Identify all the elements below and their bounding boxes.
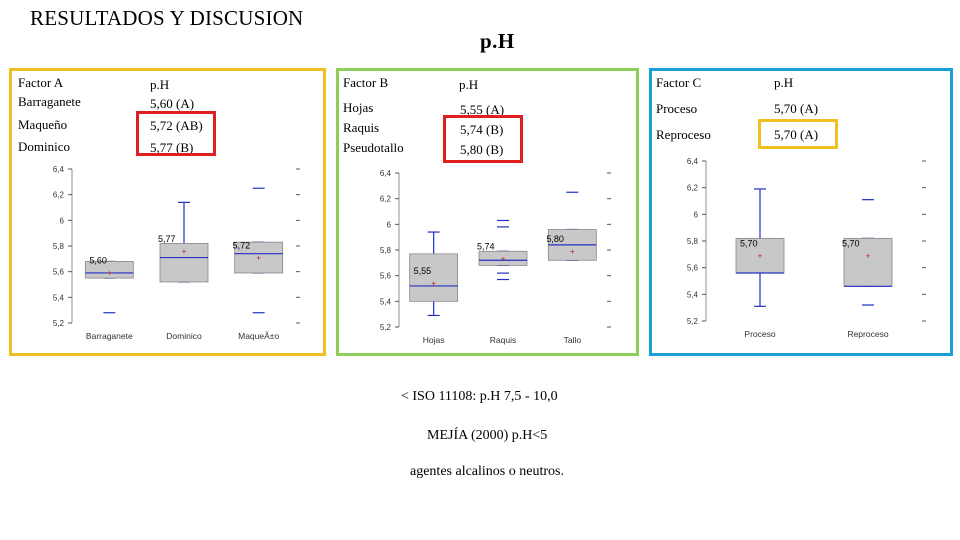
box bbox=[410, 254, 458, 301]
y-tick-label: 5,2 bbox=[52, 319, 64, 328]
y-tick-label: 5,4 bbox=[52, 293, 64, 303]
mean-marker: + bbox=[181, 246, 187, 256]
x-category-label: Barraganete bbox=[85, 331, 133, 341]
level-value: 5,55 (A) bbox=[460, 102, 505, 117]
factor-label: Factor A bbox=[18, 75, 64, 90]
y-tick-label: 5,4 bbox=[379, 297, 391, 307]
y-tick-label: 6,2 bbox=[686, 183, 698, 193]
highlight-box bbox=[758, 119, 838, 149]
y-tick-label: 5,2 bbox=[686, 317, 698, 326]
y-tick-label: 5,6 bbox=[686, 263, 698, 273]
x-category-label: Proceso bbox=[744, 329, 776, 339]
y-tick-label: 5,8 bbox=[686, 237, 698, 246]
y-tick-label: 5,6 bbox=[379, 271, 391, 281]
highlight-box bbox=[136, 111, 216, 156]
mean-marker: + bbox=[431, 279, 437, 289]
level-value: 5,74 (B) bbox=[460, 122, 504, 137]
level-label: Proceso bbox=[656, 101, 698, 116]
y-tick-label: 5,8 bbox=[379, 246, 391, 255]
column-header: p.H bbox=[150, 77, 170, 92]
y-tick-label: 6,4 bbox=[52, 165, 64, 174]
y-tick-label: 5,6 bbox=[52, 267, 64, 277]
value-label: 5,77 bbox=[158, 233, 176, 244]
boxplot-factor-a bbox=[40, 159, 324, 349]
y-tick-label: 6,2 bbox=[52, 190, 64, 200]
x-category-label: Dominico bbox=[166, 331, 202, 341]
factor-label: Factor C bbox=[656, 75, 702, 90]
column-header: p.H bbox=[774, 75, 794, 90]
value-label: 5,74 bbox=[477, 241, 495, 252]
x-category-label: Hojas bbox=[422, 335, 445, 345]
y-tick-label: 6,4 bbox=[379, 169, 391, 178]
note-iso: < ISO 11108: p.H 7,5 - 10,0 bbox=[401, 389, 558, 404]
x-category-label: Reproceso bbox=[847, 329, 889, 339]
level-value: 5,77 (B) bbox=[150, 140, 194, 155]
y-tick-label: 5,4 bbox=[686, 290, 698, 300]
level-label: Reproceso bbox=[656, 127, 711, 142]
level-value: 5,72 (AB) bbox=[150, 118, 203, 133]
y-tick-label: 6 bbox=[386, 220, 391, 230]
level-label: Dominico bbox=[18, 139, 70, 154]
note-mejia: MEJÍA (2000) p.H<5 bbox=[427, 428, 548, 443]
level-label: Maqueño bbox=[18, 117, 68, 132]
mean-marker: + bbox=[757, 251, 763, 261]
level-value: 5,80 (B) bbox=[460, 142, 504, 157]
panel-factor-c bbox=[649, 68, 953, 356]
mean-marker: + bbox=[569, 247, 575, 256]
value-label: 5,70 bbox=[740, 238, 758, 249]
y-tick-label: 6,4 bbox=[686, 157, 698, 166]
note-agents: agentes alcalinos o neutros. bbox=[410, 464, 564, 479]
level-value: 5,70 (A) bbox=[774, 101, 819, 116]
boxplot-factor-b bbox=[367, 163, 635, 353]
panel-factor-a bbox=[9, 68, 326, 356]
mean-marker: + bbox=[500, 254, 506, 264]
highlight-box bbox=[443, 115, 523, 163]
value-label: 5,55 bbox=[413, 266, 432, 277]
value-label: 5,70 bbox=[842, 238, 860, 249]
page-title: RESULTADOS Y DISCUSION bbox=[30, 6, 304, 30]
x-category-label: MaqueÃ±o bbox=[238, 331, 280, 341]
factor-label: Factor B bbox=[343, 75, 389, 90]
panel-factor-b bbox=[336, 68, 639, 356]
level-value: 5,60 (A) bbox=[150, 96, 195, 111]
value-label: 5,60 bbox=[89, 255, 107, 266]
x-category-label: Tallo bbox=[563, 335, 582, 345]
y-tick-label: 6 bbox=[59, 216, 64, 226]
y-tick-label: 6 bbox=[693, 210, 698, 220]
mean-marker: + bbox=[106, 268, 112, 278]
column-header: p.H bbox=[459, 77, 479, 92]
level-label: Barraganete bbox=[18, 94, 81, 109]
value-label: 5,72 bbox=[232, 240, 251, 251]
y-tick-label: 5,2 bbox=[379, 323, 391, 332]
boxplot-factor-c bbox=[674, 151, 950, 347]
value-label: 5,80 bbox=[546, 234, 564, 244]
y-tick-label: 6,2 bbox=[379, 194, 391, 204]
x-category-label: Raquis bbox=[489, 335, 517, 345]
mean-marker: + bbox=[256, 253, 262, 263]
y-tick-label: 5,8 bbox=[52, 242, 64, 251]
mean-marker: + bbox=[865, 251, 871, 261]
level-label: Raquis bbox=[343, 120, 380, 135]
level-label: Pseudotallo bbox=[343, 140, 404, 155]
page-subtitle: p.H bbox=[480, 29, 515, 53]
level-label: Hojas bbox=[343, 100, 374, 115]
level-value: 5,70 (A) bbox=[774, 127, 819, 142]
